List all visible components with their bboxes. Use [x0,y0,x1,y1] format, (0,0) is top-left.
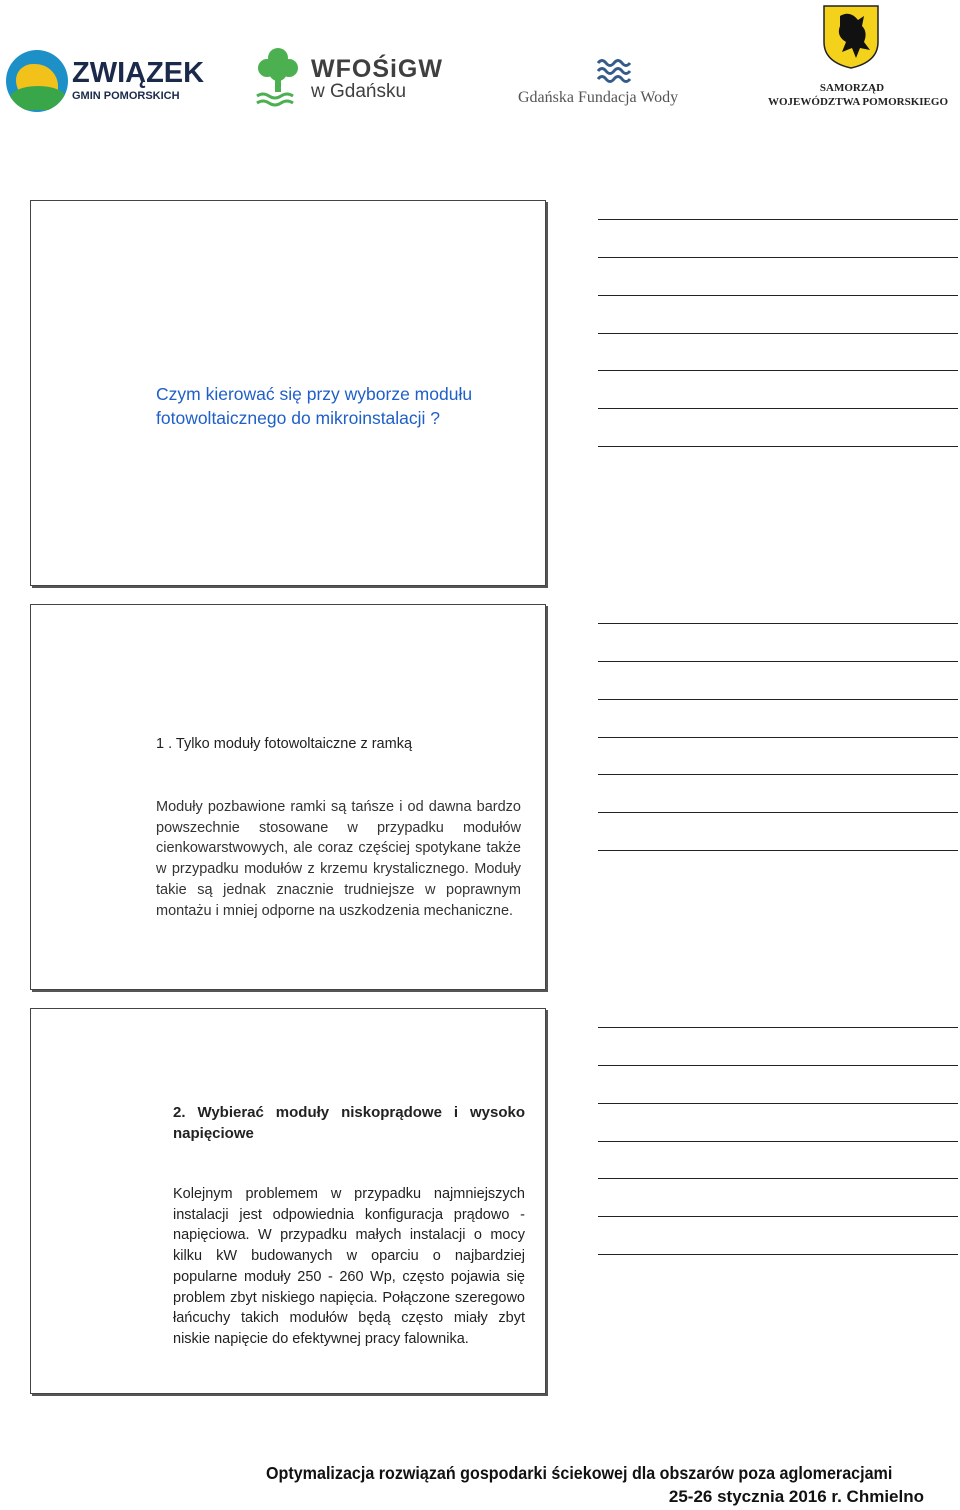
notes-line [598,661,958,662]
notes-line [598,1216,958,1217]
notes-line [598,219,958,220]
slide-body: Kolejnym problemem w przypadku najmniejszych instalacji jest odpowiednia konfiguracja prądowo - napięciowa. W przypadku małych instalacji o mocy kilku kW budowanych w oparciu o najbardziej popularne moduły 250 - 260 Wp, często pojawia się problem zbyt niskiego napięcia. Połączone szeregowo łańcuchy takich modułów będą często miały zbyt niskie napięcie do efektywnej pracy falownika. [173,1186,525,1347]
notes-line [598,699,958,700]
zwiazek-subtitle: GMIN POMORSKICH [72,90,180,102]
notes-line [598,1178,958,1179]
logo-samorzad-wojewodztwa-pomorskiego [768,4,948,112]
notes-line [598,812,958,813]
notes-line [598,1065,958,1066]
notes-line [598,295,958,296]
slide-1 [30,200,546,586]
notes-line [598,333,958,334]
zwiazek-emblem [6,50,68,112]
wfosigw-name: WFOŚiGW [311,55,443,83]
logo-wfosigw [255,44,445,114]
notes-line [598,1103,958,1104]
notes-line [598,370,958,371]
notes-line [598,257,958,258]
slide-3 [30,1008,546,1394]
notes-line [598,1141,958,1142]
coat-of-arms-griffin-icon [822,4,880,70]
notes-line [598,774,958,775]
notes-line [598,446,958,447]
footer-title: Optymalizacja rozwiązań gospodarki ściekowej dla obszarów poza aglomeracjami [266,1463,893,1483]
logo-zwiazek-gmin-pomorskich [4,48,205,120]
samorzad-line1: SAMORZĄD [819,82,885,94]
zwiazek-name: ZWIĄZEK [72,57,205,89]
tree-icon [255,44,301,108]
notes-line [598,408,958,409]
gfw-name: Gdańska Fundacja Wody [518,89,679,106]
notes-line [598,623,958,624]
footer-date: 25-26 stycznia 2016 r. Chmielno [668,1487,924,1506]
slide-heading: 1 . Tylko moduły fotowoltaiczne z ramką [156,736,413,752]
slide-body: Moduły pozbawione ramki są tańsze i od dawna bardzo powszechnie stosowane w przypadku modułów cienkowarstwowych, ale coraz częściej spotykane także w przypadku modułów z krzemu krystalicznego. Moduły takie są jednak znacznie trudniejsze w poprawnym montażu i mniej odporne na uszkodzenia mechaniczne. [156,799,521,919]
waves-icon [594,55,634,85]
notes-line [598,737,958,738]
notes-line [598,1027,958,1028]
slide-title: Czym kierować się przy wyborze modułu fotowoltaicznego do mikroinstalacji ? [156,384,473,428]
logo-gdanska-fundacja-wody [518,55,708,115]
wfosigw-subtitle: w Gdańsku [311,81,407,102]
notes-line [598,850,958,851]
notes-line [598,1254,958,1255]
samorzad-line2: WOJEWÓDZTWA POMORSKIEGO [768,96,948,108]
slide-2 [30,604,546,990]
slide-heading: 2. Wybierać moduły niskoprądowe i wysoko napięciowe [173,1104,525,1142]
